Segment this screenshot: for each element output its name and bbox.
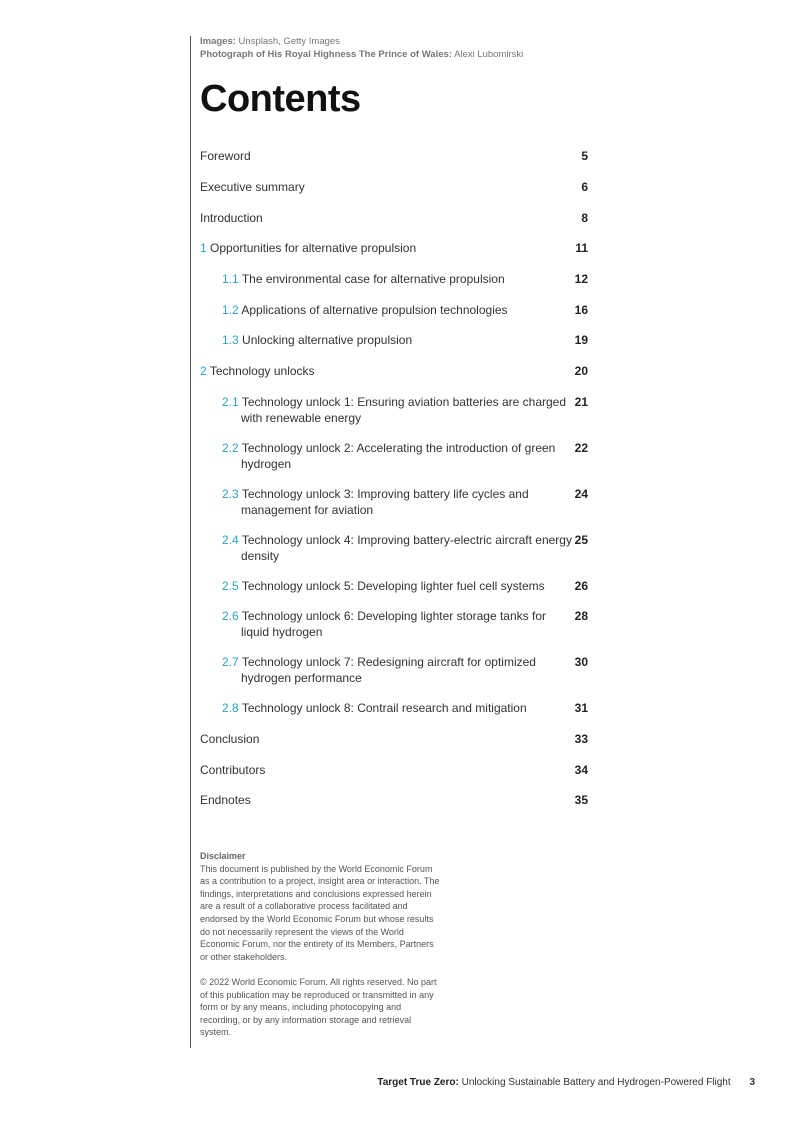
toc-entry-text: Technology unlock 5: Developing lighter fuel cell systems <box>241 579 545 593</box>
toc-page-number: 25 <box>574 533 588 547</box>
toc-section-number: 2.2 <box>222 441 239 455</box>
images-credit-label: Images: <box>200 36 236 47</box>
toc-section-number: 2.3 <box>222 487 239 501</box>
toc-entry-text: Foreword <box>200 149 251 163</box>
toc-entry-label <box>222 441 576 472</box>
toc-page-number: 12 <box>574 272 588 286</box>
copyright-notice: © 2022 World Economic Forum. All rights reserved. No part of this publication may be reproduced or transmitted in any form or by any means, including photocopying and recording, or by any information storage and retrieval system. <box>200 976 437 1038</box>
toc-entry-label <box>222 579 576 595</box>
toc-entry-label <box>200 180 540 196</box>
toc-page-number: 6 <box>581 180 588 194</box>
toc-entry-text: Opportunities for alternative propulsion <box>210 241 417 255</box>
toc-entry-label <box>222 395 576 426</box>
toc-section-number: 2.7 <box>222 655 239 669</box>
toc-entry-text: Technology unlock 8: Contrail research and mitigation <box>241 701 527 715</box>
toc-page-number: 35 <box>574 793 588 807</box>
toc-entry-label <box>200 241 540 257</box>
toc-entry-text: Technology unlock 6: Developing lighter storage tanks for liquid hydrogen <box>241 609 546 639</box>
toc-entry-text: Technology unlock 2: Accelerating the introduction of green hydrogen <box>241 441 556 471</box>
toc-entry-label <box>222 303 576 319</box>
toc-page-number: 30 <box>574 655 588 669</box>
images-credit-line <box>200 35 523 48</box>
photo-credit-value: Alexi Lubomirski <box>454 49 524 60</box>
toc-page-number: 16 <box>574 303 588 317</box>
image-credits <box>200 35 523 61</box>
toc-entry-label <box>222 333 576 349</box>
toc-page-number: 34 <box>574 763 588 777</box>
toc-entry-text: Executive summary <box>200 180 305 194</box>
toc-entry-text: Technology unlock 4: Improving battery-electric aircraft energy density <box>241 533 572 563</box>
toc-entry-label <box>200 793 540 809</box>
toc-entry-text: Conclusion <box>200 732 260 746</box>
toc-entry-label <box>222 655 576 686</box>
footer-report-subtitle: Unlocking Sustainable Battery and Hydrogen-Powered Flight <box>461 1077 731 1088</box>
toc-section-number: 1 <box>200 241 207 255</box>
toc-page-number: 21 <box>574 395 588 409</box>
toc-section-number: 1.3 <box>222 333 239 347</box>
toc-section-number: 2 <box>200 364 207 378</box>
toc-entry-text: Endnotes <box>200 793 251 807</box>
toc-page-number: 33 <box>574 732 588 746</box>
toc-entry-label <box>222 533 576 564</box>
toc-entry-text: Applications of alternative propulsion technologies <box>241 303 508 317</box>
disclaimer <box>200 850 440 1039</box>
toc-section-number: 2.1 <box>222 395 239 409</box>
toc-entry-text: Technology unlock 1: Ensuring aviation batteries are charged with renewable energy <box>241 395 567 425</box>
toc-entry-label <box>222 609 576 640</box>
toc-page-number: 20 <box>574 364 588 378</box>
toc-entry-label <box>222 701 576 717</box>
toc-section-number: 2.5 <box>222 579 239 593</box>
toc-section-number: 2.8 <box>222 701 239 715</box>
disclaimer-title: Disclaimer <box>200 851 246 861</box>
toc-entry-label <box>200 149 540 165</box>
toc-page-number: 22 <box>574 441 588 455</box>
toc-entry-text: Technology unlock 7: Redesigning aircraft for optimized hydrogen performance <box>241 655 536 685</box>
images-credit-value: Unsplash, Getty Images <box>238 36 340 47</box>
toc-section-number: 2.4 <box>222 533 239 547</box>
page-title: Contents <box>200 78 361 120</box>
toc-entry-label <box>222 272 576 288</box>
toc-entry-text: The environmental case for alternative propulsion <box>241 272 505 286</box>
toc-entry-label <box>200 732 540 748</box>
toc-section-number: 1.2 <box>222 303 239 317</box>
toc-page-number: 28 <box>574 609 588 623</box>
page-footer <box>377 1077 755 1088</box>
toc-entry-text: Introduction <box>200 211 263 225</box>
footer-report-title: Target True Zero: <box>377 1077 459 1088</box>
toc-entry-label <box>200 211 540 227</box>
toc-entry-text: Technology unlock 3: Improving battery life cycles and management for aviation <box>241 487 529 517</box>
toc-entry-label <box>222 487 576 518</box>
toc-page-number: 26 <box>574 579 588 593</box>
footer-page-number: 3 <box>749 1077 755 1088</box>
toc-entry-label <box>200 364 540 380</box>
toc-page-number: 5 <box>581 149 588 163</box>
toc-page-number: 31 <box>574 701 588 715</box>
toc-page-number: 19 <box>574 333 588 347</box>
toc-section-number: 1.1 <box>222 272 239 286</box>
toc-page-number: 24 <box>574 487 588 501</box>
toc-page-number: 11 <box>575 241 588 255</box>
vertical-rule <box>190 36 191 1048</box>
photo-credit-line <box>200 48 523 61</box>
disclaimer-body: This document is published by the World Economic Forum as a contribution to a project, insight area or interaction. The findings, interpretations and conclusions expressed herein are a result of a collaborative process facilitated and endorsed by the World Economic Forum but whose results do not necessarily represent the views of the World Economic Forum, nor the entirety of its Members, Partners or other stakeholders. <box>200 863 440 962</box>
toc-page-number: 8 <box>581 211 588 225</box>
photo-credit-label: Photograph of His Royal Highness The Prince of Wales: <box>200 49 452 60</box>
toc-entry-label <box>200 763 540 779</box>
toc-entry-text: Unlocking alternative propulsion <box>242 333 413 347</box>
toc-entry-text: Contributors <box>200 763 266 777</box>
toc-section-number: 2.6 <box>222 609 239 623</box>
toc-entry-text: Technology unlocks <box>209 364 315 378</box>
